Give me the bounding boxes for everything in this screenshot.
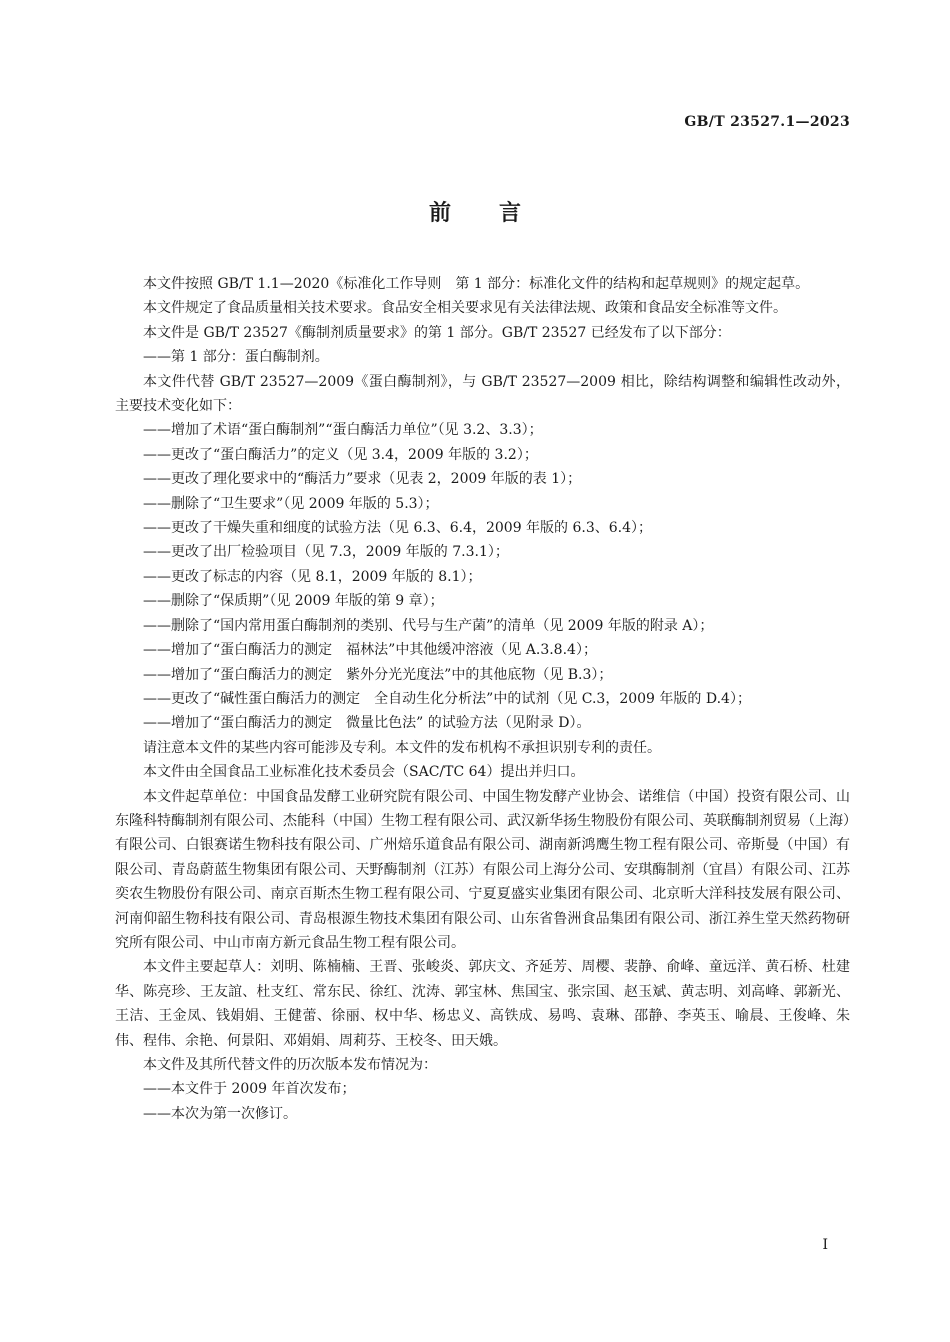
- paragraph: 本文件按照 GB/T 1.1—2020《标准化工作导则 第 1 部分：标准化文件的结构和起草规则》的规定起草。: [143, 276, 810, 292]
- paragraph: 请注意本文件的某些内容可能涉及专利。本文件的发布机构不承担识别专利的责任。: [143, 739, 661, 756]
- paragraph: 本文件是 GB/T 23527《酶制剂质量要求》的第 1 部分。GB/T 23527 已经发布了以下部分：: [143, 324, 731, 341]
- paragraph: 本文件及其所代替文件的历次版本发布情况为：: [143, 1057, 437, 1073]
- list-item: ——更改了出厂检验项目（见 7.3，2009 年版的 7.3.1）；: [143, 544, 509, 561]
- list-item: ——第 1 部分：蛋白酶制剂。: [143, 349, 329, 366]
- paragraph: 本文件代替 GB/T 23527—2009《蛋白酶制剂》，与 GB/T 23527—2009 相比，除结构调整和编辑性改动外，主要技术变化如下：: [115, 373, 850, 415]
- paragraph: 本文件主要起草人：刘明、陈楠楠、王晋、张峻炎、郭庆文、齐延芳、周樱、裴静、俞峰、童远洋、黄石桥、杜建华、陈亮珍、王友誼、杜支红、常东民、徐红、沈涛、郭宝林、焦国宝、张宗国、赵玉斌、黄志明、刘高峰、郭新光、王洁、王金凤、钱娟娟、王健蕾、徐丽、权中华、杨忠义、高铁成、易鸣、袁琳、邵静、李英玉、喻晨、王俊峰、朱伟、程伟、余艳、何景阳、邓娟娟、周莉芬、王校冬、田天娥。: [115, 959, 850, 1049]
- list-item: ——删除了“卫生要求”（见 2009 年版的 5.3）；: [143, 495, 439, 512]
- list-item: ——更改了干燥失重和细度的试验方法（见 6.3、6.4，2009 年版的 6.3、6.4）；: [143, 520, 653, 537]
- list-item: ——更改了“碱性蛋白酶活力的测定 全自动生化分析法”中的试剂（见 C.3，2009 年版的 D.4）；: [143, 690, 751, 707]
- standard-number: GB/T 23527.1—2023: [684, 114, 850, 130]
- list-item: ——删除了“保质期”（见 2009 年版的第 9 章）；: [143, 593, 444, 610]
- list-item: ——更改了“蛋白酶活力”的定义（见 3.4，2009 年版的 3.2）；: [143, 446, 538, 463]
- list-item: ——更改了理化要求中的“酶活力”要求（见表 2，2009 年版的表 1）；: [143, 471, 582, 488]
- list-item: ——本文件于 2009 年首次发布；: [143, 1081, 356, 1098]
- paragraph: 本文件由全国食品工业标准化技术委员会（SAC/TC 64）提出并归口。: [143, 764, 585, 781]
- list-item: ——本次为第一次修订。: [143, 1105, 297, 1122]
- foreword-body: [115, 272, 850, 1126]
- list-item: ——删除了“国内常用蛋白酶制剂的类别、代号与生产菌”的清单（见 2009 年版的附录 A）；: [143, 617, 714, 634]
- list-item: ——增加了“蛋白酶活力的测定 微量比色法” 的试验方法（见附录 D）。: [143, 715, 591, 732]
- page-number: I: [822, 1237, 828, 1253]
- paragraph: 本文件起草单位：中国食品发酵工业研究院有限公司、中国生物发酵产业协会、诺维信（中国）投资有限公司、山东隆科特酶制剂有限公司、杰能科（中国）生物工程有限公司、武汉新华扬生物股份有限公司、英联酶制剂贸易（上海）有限公司、白银赛诺生物科技有限公司、广州焙乐道食品有限公司、湖南新鸿鹰生物工程有限公司、帝斯曼（中国）有限公司、青岛蔚蓝生物集团有限公司、天野酶制剂（江苏）有限公司上海分公司、安琪酶制剂（宜昌）有限公司、江苏奕农生物股份有限公司、南京百斯杰生物工程有限公司、宁夏夏盛实业集团有限公司、北京昕大洋科技发展有限公司、河南仰韶生物科技有限公司、青岛根源生物技术集团有限公司、山东省鲁洲食品集团有限公司、浙江养生堂天然药物研究所有限公司、中山市南方新元食品生物工程有限公司。: [115, 788, 850, 951]
- list-item: ——增加了术语“蛋白酶制剂”“蛋白酶活力单位”（见 3.2、3.3）；: [143, 422, 543, 439]
- page-title: 前言: [428, 200, 569, 226]
- list-item: ——增加了“蛋白酶活力的测定 紫外分光光度法”中的其他底物（见 B.3）；: [143, 666, 613, 683]
- list-item: ——更改了标志的内容（见 8.1，2009 年版的 8.1）；: [143, 568, 482, 585]
- paragraph: 本文件规定了食品质量相关技术要求。食品安全相关要求见有关法律法规、政策和食品安全标准等文件。: [143, 300, 787, 317]
- list-item: ——增加了“蛋白酶活力的测定 福林法”中其他缓冲溶液（见 A.3.8.4）；: [143, 642, 597, 659]
